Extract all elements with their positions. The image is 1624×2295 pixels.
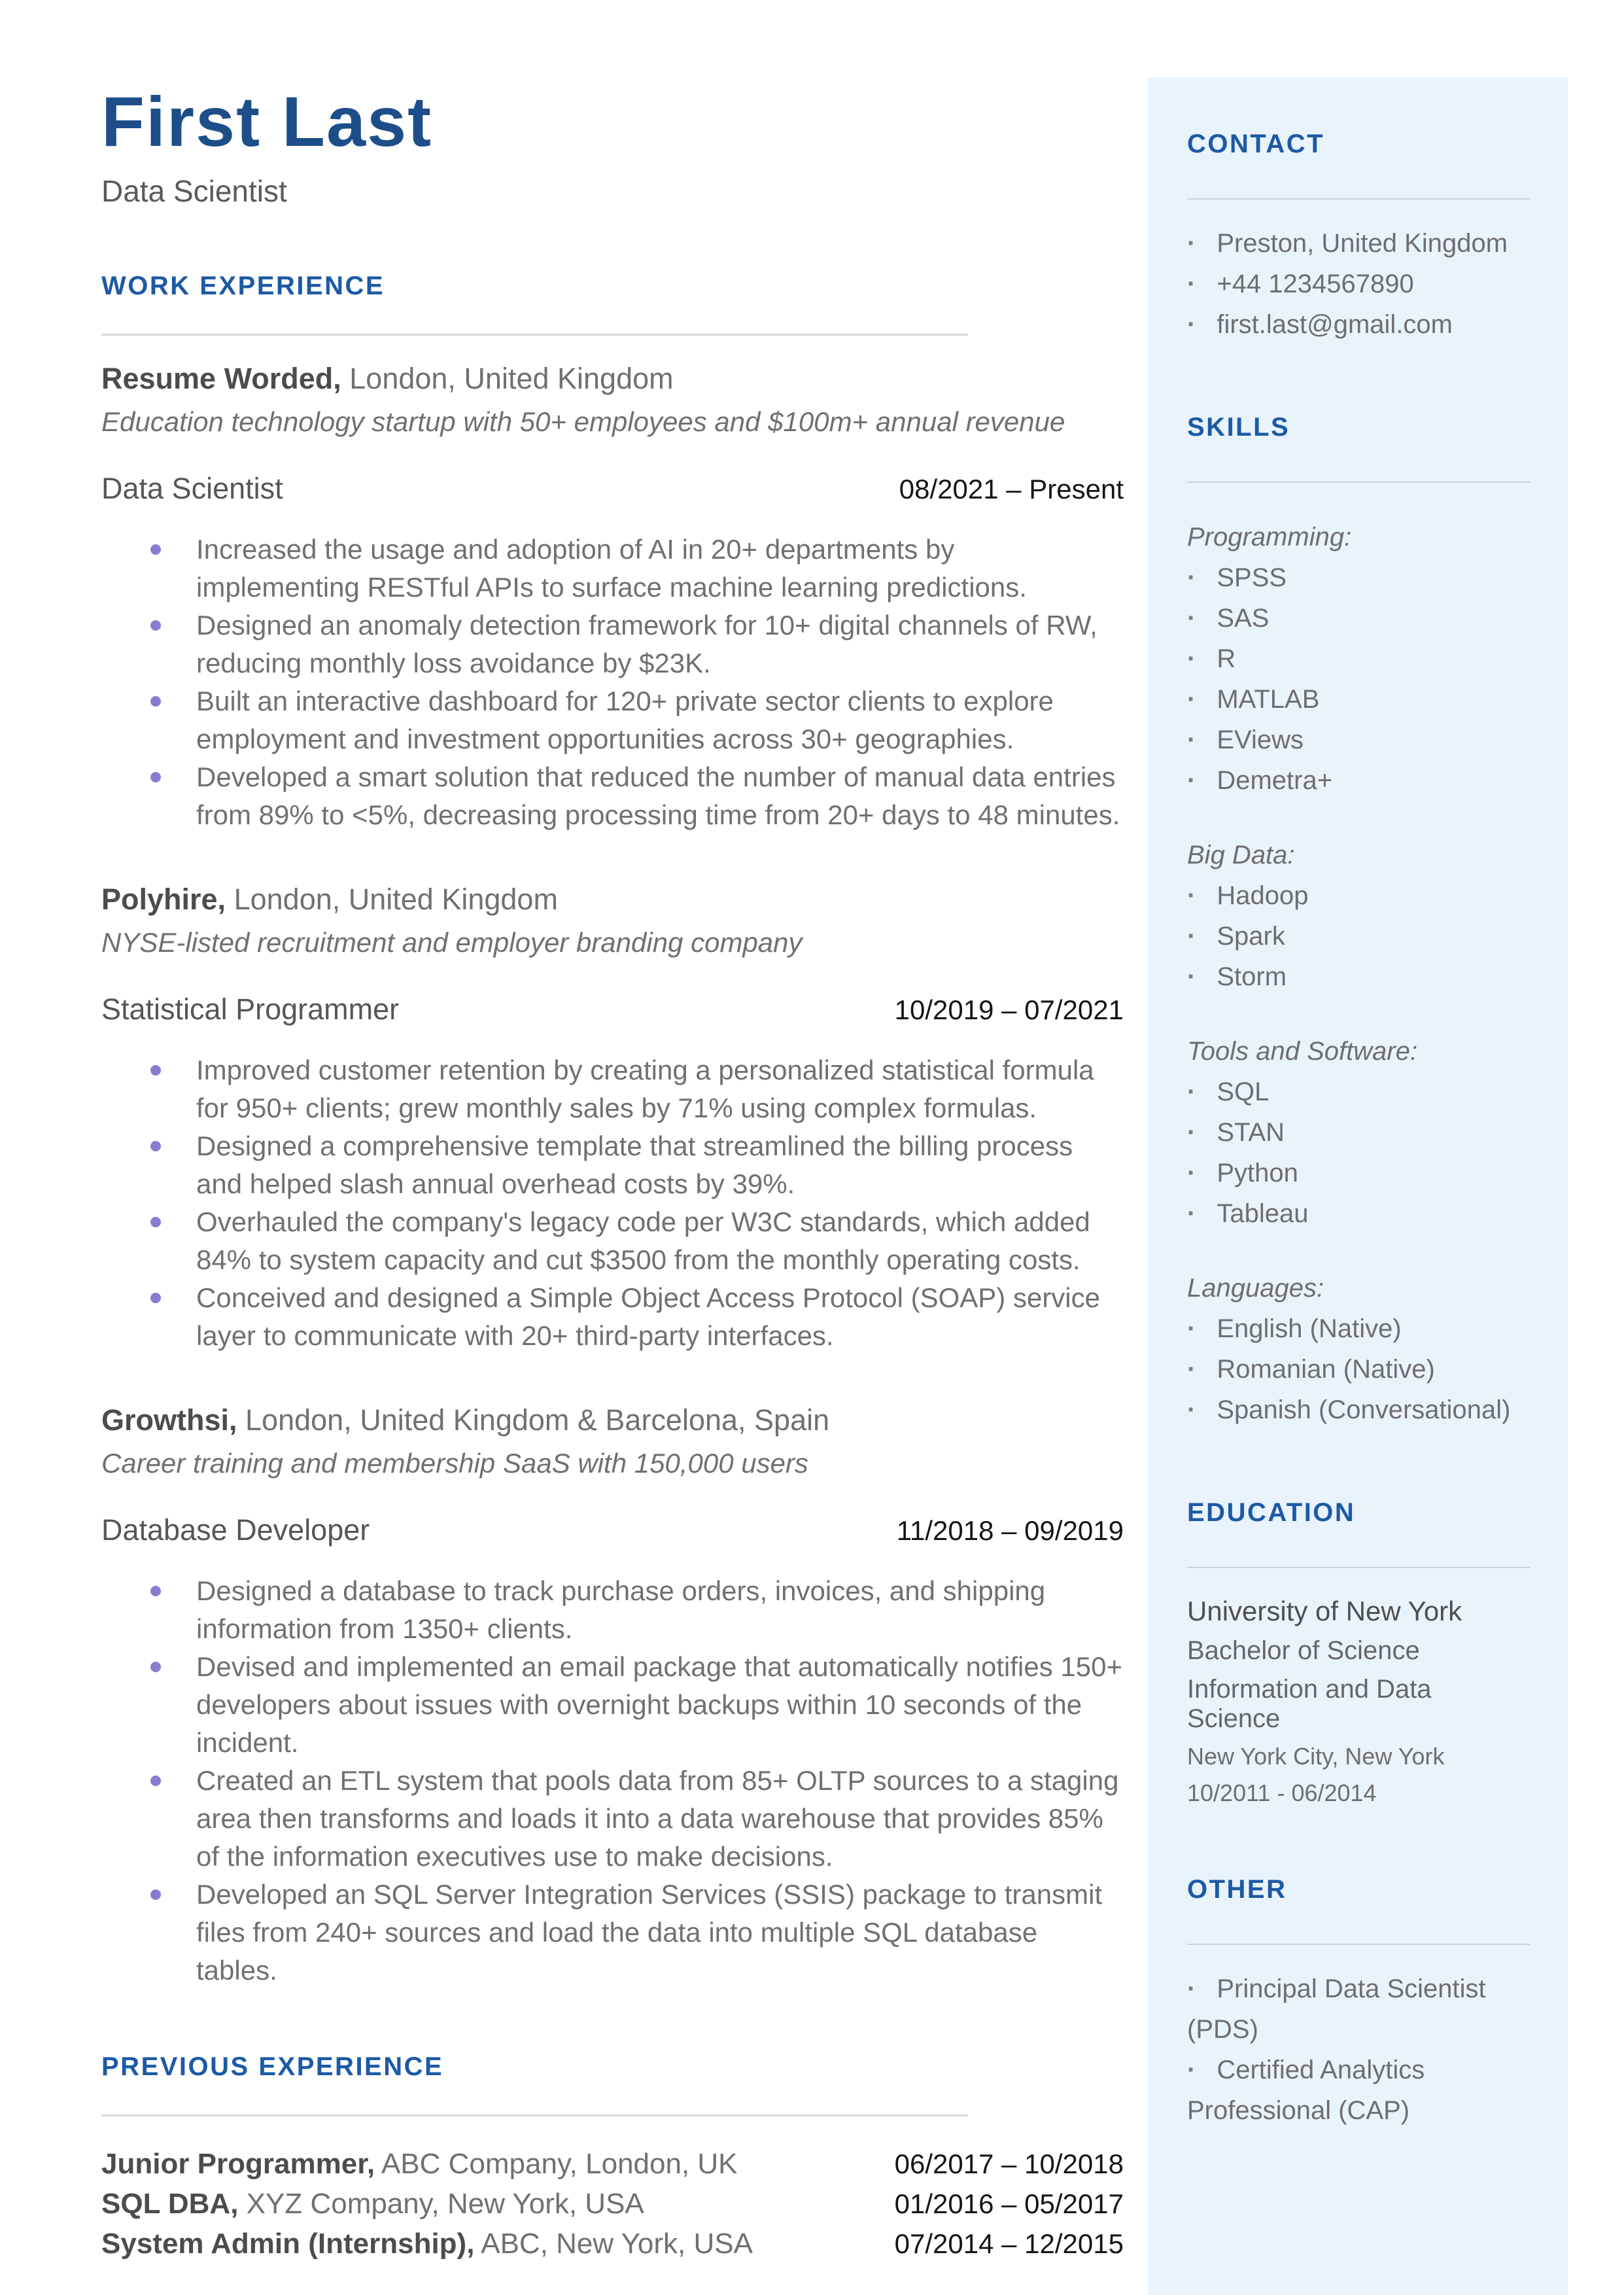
skill-list — [1187, 1072, 1530, 1234]
previous-dates: 06/2017 – 10/2018 — [894, 2148, 1124, 2179]
skill-item: · Demetra+ — [1187, 760, 1530, 801]
previous-role: SQL DBA, — [101, 2187, 239, 2220]
skills-section — [1187, 413, 1530, 1430]
previous-experience-row — [101, 2184, 1124, 2224]
sidebar-divider — [1187, 198, 1530, 200]
skills-heading: SKILLS — [1187, 413, 1290, 442]
job-entry — [101, 362, 1124, 834]
education-section — [1187, 1498, 1530, 1807]
skill-group — [1187, 835, 1530, 997]
job-title: Database Developer — [101, 1513, 370, 1547]
skill-item: · STAN — [1187, 1112, 1530, 1153]
skill-item: · SAS — [1187, 598, 1530, 639]
education-location: New York City, New York — [1187, 1743, 1445, 1770]
skill-item: · Storm — [1187, 956, 1530, 997]
company-description: Career training and membership SaaS with 150,000 users — [101, 1447, 808, 1479]
job-bullets — [101, 531, 1124, 834]
company-description: NYSE-listed recruitment and employer branding company — [101, 926, 803, 958]
job-list — [101, 362, 1124, 1989]
bullet-item: Created an ETL system that pools data from 85+ OLTP sources to a staging area then transforms and loads it into a data warehouse that provides 85% of the information executives use to make decisions. — [101, 1762, 1124, 1876]
company-name: Polyhire, — [101, 882, 226, 916]
company-location: London, United Kingdom — [233, 882, 558, 916]
skill-item: · Tableau — [1187, 1193, 1530, 1234]
job-title-row — [101, 472, 1124, 506]
job-dates: 08/2021 – Present — [899, 473, 1124, 504]
contact-email: · first.last@gmail.com — [1187, 304, 1530, 345]
skill-item: · SQL — [1187, 1072, 1530, 1112]
other-heading: OTHER — [1187, 1875, 1287, 1904]
skill-item: · Spanish (Conversational) — [1187, 1390, 1530, 1430]
skill-group — [1187, 1031, 1530, 1234]
company-location: London, United Kingdom & Barcelona, Spain — [245, 1403, 830, 1437]
company-name: Resume Worded, — [101, 361, 341, 395]
previous-dates: 01/2016 – 05/2017 — [894, 2188, 1124, 2219]
skill-list — [1187, 557, 1530, 801]
bullet-item: Improved customer retention by creating a personalized statistical formula for 950+ clients; grew monthly sales by 71% using complex formulas. — [101, 1051, 1124, 1127]
skill-group — [1187, 1268, 1530, 1430]
work-experience-heading: WORK EXPERIENCE — [101, 271, 385, 300]
bullet-item: Developed a smart solution that reduced the number of manual data entries from 89% to <5%, decreasing processing time from 20+ days to 48 minutes. — [101, 758, 1124, 834]
job-title: Data Scientist — [101, 471, 283, 505]
previous-role: System Admin (Internship), — [101, 2227, 475, 2260]
bullet-item: Designed an anomaly detection framework for 10+ digital channels of RW, reducing monthly loss avoidance by $23K. — [101, 606, 1124, 682]
skill-group-label: Languages: — [1187, 1274, 1324, 1303]
previous-experience-row — [101, 2224, 1124, 2264]
section-divider — [101, 334, 968, 336]
previous-experience-list — [101, 2144, 1124, 2264]
skill-item: · Hadoop — [1187, 875, 1530, 916]
skill-group-label: Tools and Software: — [1187, 1037, 1418, 1066]
company-line — [101, 1403, 1124, 1437]
bullet-item: Increased the usage and adoption of AI in 20+ departments by implementing RESTful APIs to surface machine learning predictions. — [101, 531, 1124, 606]
company-line — [101, 883, 1124, 917]
person-job-title: Data Scientist — [101, 173, 287, 208]
job-bullets — [101, 1051, 1124, 1355]
previous-experience-row — [101, 2144, 1124, 2184]
job-title-row — [101, 992, 1124, 1026]
education-dates: 10/2011 - 06/2014 — [1187, 1779, 1377, 1806]
previous-role-line — [101, 2184, 644, 2224]
job-dates: 10/2019 – 07/2021 — [894, 994, 1124, 1025]
company-line — [101, 362, 1124, 396]
skill-list — [1187, 1308, 1530, 1430]
job-title: Statistical Programmer — [101, 992, 400, 1026]
previous-experience-heading: PREVIOUS EXPERIENCE — [101, 2052, 444, 2081]
contact-heading: CONTACT — [1187, 130, 1325, 158]
education-heading: EDUCATION — [1187, 1498, 1356, 1527]
skill-list — [1187, 875, 1530, 997]
job-entry — [101, 883, 1124, 1355]
other-item: · Certified Analytics Professional (CAP) — [1187, 2050, 1530, 2131]
other-list — [1187, 1969, 1530, 2131]
previous-role-line — [101, 2224, 753, 2264]
previous-role-line — [101, 2144, 738, 2184]
bullet-item: Developed an SQL Server Integration Services (SSIS) package to transmit files from 240+ sources and load the data into multiple SQL database tables. — [101, 1876, 1124, 1989]
bullet-item: Designed a comprehensive template that streamlined the billing process and helped slash annual overhead costs by 39%. — [101, 1127, 1124, 1203]
contact-phone: · +44 1234567890 — [1187, 264, 1530, 304]
main-column — [101, 0, 1124, 2264]
education-school: University of New York — [1187, 1596, 1462, 1626]
bullet-item: Conceived and designed a Simple Object Access Protocol (SOAP) service layer to communicate with 20+ third-party interfaces. — [101, 1279, 1124, 1355]
contact-location: · Preston, United Kingdom — [1187, 223, 1530, 264]
education-major: Information and Data Science — [1187, 1675, 1432, 1733]
person-name: First Last — [101, 82, 433, 161]
skill-group-label: Programming: — [1187, 523, 1352, 552]
other-item: · Principal Data Scientist (PDS) — [1187, 1969, 1530, 2050]
previous-dates: 07/2014 – 12/2015 — [894, 2228, 1124, 2259]
bullet-item: Overhauled the company's legacy code per W3C standards, which added 84% to system capacity and cut $3500 from the monthly operating costs. — [101, 1203, 1124, 1279]
section-divider — [101, 2114, 968, 2116]
skill-item: · English (Native) — [1187, 1308, 1530, 1349]
job-title-row — [101, 1513, 1124, 1547]
sidebar-divider — [1187, 482, 1530, 483]
company-location: London, United Kingdom — [349, 361, 674, 395]
sidebar-divider — [1187, 1567, 1530, 1568]
bullet-item: Devised and implemented an email package that automatically notifies 150+ developers about issues with overnight backups within 10 seconds of the incident. — [101, 1648, 1124, 1762]
skill-item: · Python — [1187, 1153, 1530, 1193]
education-degree: Bachelor of Science — [1187, 1636, 1420, 1665]
skill-item: · Spark — [1187, 916, 1530, 956]
skill-item: · Romanian (Native) — [1187, 1349, 1530, 1390]
contact-list — [1187, 223, 1530, 345]
bullet-item: Designed a database to track purchase orders, invoices, and shipping information from 1350+ clients. — [101, 1572, 1124, 1648]
previous-role: Junior Programmer, — [101, 2147, 375, 2180]
skill-item: · R — [1187, 639, 1530, 679]
sidebar-divider — [1187, 1944, 1530, 1945]
sidebar — [1148, 77, 1568, 2295]
skill-group-label: Big Data: — [1187, 841, 1295, 869]
skill-item: · SPSS — [1187, 557, 1530, 598]
previous-company: ABC, New York, USA — [481, 2227, 753, 2260]
bullet-item: Built an interactive dashboard for 120+ private sector clients to explore employment and investment opportunities across 30+ geographies. — [101, 682, 1124, 758]
company-description: Education technology startup with 50+ employees and $100m+ annual revenue — [101, 406, 1065, 437]
contact-section — [1187, 130, 1530, 345]
skill-item: · EViews — [1187, 720, 1530, 760]
previous-company: ABC Company, London, UK — [381, 2147, 738, 2180]
job-bullets — [101, 1572, 1124, 1989]
other-section — [1187, 1875, 1530, 2131]
company-name: Growthsi, — [101, 1403, 237, 1437]
skill-group — [1187, 517, 1530, 801]
job-dates: 11/2018 – 09/2019 — [896, 1515, 1124, 1546]
skill-item: · MATLAB — [1187, 679, 1530, 720]
job-entry — [101, 1403, 1124, 1989]
previous-company: XYZ Company, New York, USA — [246, 2187, 644, 2220]
